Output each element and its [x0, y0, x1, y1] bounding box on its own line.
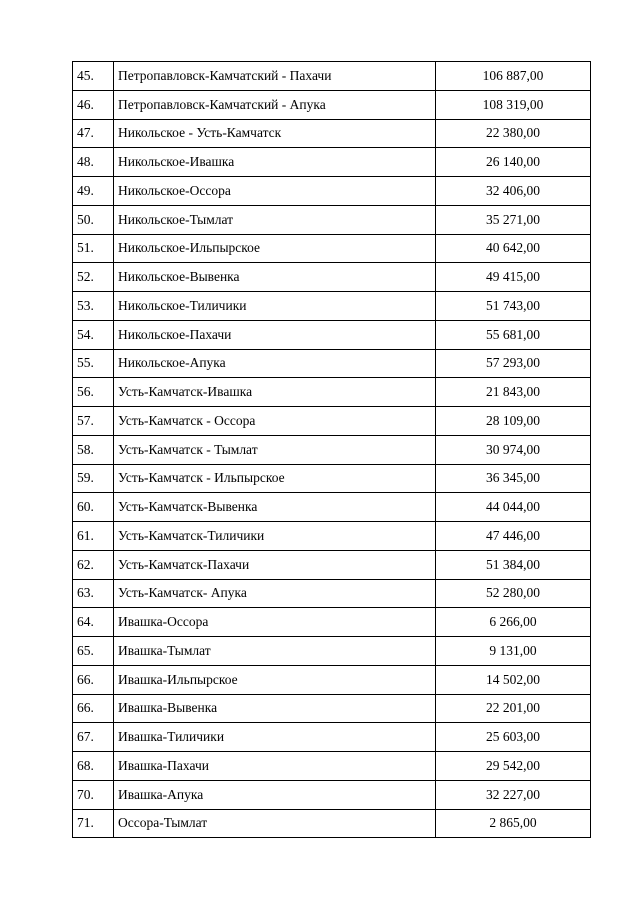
route-cell: Ивашка-Тиличики [114, 723, 436, 752]
route-cell: Усть-Камчатск-Вывенка [114, 493, 436, 522]
table-row [73, 234, 591, 263]
fare-table [72, 61, 591, 838]
table-row [73, 292, 591, 321]
table-row [73, 522, 591, 551]
price-cell: 40 642,00 [436, 234, 591, 263]
row-number-cell: 70. [73, 780, 114, 809]
price-cell: 49 415,00 [436, 263, 591, 292]
price-cell: 51 743,00 [436, 292, 591, 321]
row-number-cell: 48. [73, 148, 114, 177]
route-cell: Никольское-Ильпырское [114, 234, 436, 263]
price-cell: 44 044,00 [436, 493, 591, 522]
row-number-cell: 56. [73, 378, 114, 407]
table-row [73, 407, 591, 436]
row-number-cell: 59. [73, 464, 114, 493]
price-cell: 9 131,00 [436, 637, 591, 666]
price-cell: 32 227,00 [436, 780, 591, 809]
price-cell: 6 266,00 [436, 608, 591, 637]
route-cell: Никольское-Тымлат [114, 205, 436, 234]
table-row [73, 349, 591, 378]
route-cell: Усть-Камчатск-Тиличики [114, 522, 436, 551]
route-cell: Усть-Камчатск - Оссора [114, 407, 436, 436]
price-cell: 21 843,00 [436, 378, 591, 407]
table-row [73, 90, 591, 119]
price-cell: 22 201,00 [436, 694, 591, 723]
table-row [73, 752, 591, 781]
price-cell: 29 542,00 [436, 752, 591, 781]
price-cell: 26 140,00 [436, 148, 591, 177]
row-number-cell: 46. [73, 90, 114, 119]
route-cell: Усть-Камчатск-Ивашка [114, 378, 436, 407]
price-cell: 55 681,00 [436, 320, 591, 349]
route-cell: Ивашка-Ильпырское [114, 665, 436, 694]
route-cell: Никольское-Вывенка [114, 263, 436, 292]
table-row [73, 263, 591, 292]
row-number-cell: 47. [73, 119, 114, 148]
price-cell: 32 406,00 [436, 177, 591, 206]
table-row [73, 665, 591, 694]
route-cell: Ивашка-Апука [114, 780, 436, 809]
route-cell: Ивашка-Вывенка [114, 694, 436, 723]
route-cell: Усть-Камчатск- Апука [114, 579, 436, 608]
price-cell: 35 271,00 [436, 205, 591, 234]
row-number-cell: 53. [73, 292, 114, 321]
table-row [73, 205, 591, 234]
row-number-cell: 62. [73, 550, 114, 579]
table-row [73, 177, 591, 206]
row-number-cell: 63. [73, 579, 114, 608]
row-number-cell: 65. [73, 637, 114, 666]
route-cell: Никольское - Усть-Камчатск [114, 119, 436, 148]
price-cell: 2 865,00 [436, 809, 591, 838]
row-number-cell: 67. [73, 723, 114, 752]
row-number-cell: 57. [73, 407, 114, 436]
price-cell: 47 446,00 [436, 522, 591, 551]
row-number-cell: 54. [73, 320, 114, 349]
route-cell: Ивашка-Тымлат [114, 637, 436, 666]
route-cell: Никольское-Оссора [114, 177, 436, 206]
price-cell: 57 293,00 [436, 349, 591, 378]
price-cell: 14 502,00 [436, 665, 591, 694]
row-number-cell: 68. [73, 752, 114, 781]
table-row [73, 608, 591, 637]
route-cell: Петропавловск-Камчатский - Пахачи [114, 62, 436, 91]
table-row [73, 119, 591, 148]
row-number-cell: 66. [73, 694, 114, 723]
row-number-cell: 50. [73, 205, 114, 234]
price-cell: 30 974,00 [436, 435, 591, 464]
table-row [73, 378, 591, 407]
price-cell: 51 384,00 [436, 550, 591, 579]
route-cell: Оссора-Тымлат [114, 809, 436, 838]
row-number-cell: 55. [73, 349, 114, 378]
row-number-cell: 66. [73, 665, 114, 694]
table-row [73, 550, 591, 579]
route-cell: Усть-Камчатск-Пахачи [114, 550, 436, 579]
table-row [73, 579, 591, 608]
route-cell: Никольское-Тиличики [114, 292, 436, 321]
route-cell: Петропавловск-Камчатский - Апука [114, 90, 436, 119]
route-cell: Ивашка-Оссора [114, 608, 436, 637]
price-cell: 28 109,00 [436, 407, 591, 436]
price-cell: 108 319,00 [436, 90, 591, 119]
row-number-cell: 49. [73, 177, 114, 206]
fare-table-body [73, 62, 591, 838]
table-row [73, 809, 591, 838]
row-number-cell: 64. [73, 608, 114, 637]
row-number-cell: 58. [73, 435, 114, 464]
row-number-cell: 71. [73, 809, 114, 838]
table-row [73, 723, 591, 752]
table-row [73, 148, 591, 177]
row-number-cell: 51. [73, 234, 114, 263]
table-row [73, 493, 591, 522]
row-number-cell: 61. [73, 522, 114, 551]
route-cell: Усть-Камчатск - Ильпырское [114, 464, 436, 493]
row-number-cell: 52. [73, 263, 114, 292]
price-cell: 52 280,00 [436, 579, 591, 608]
route-cell: Никольское-Апука [114, 349, 436, 378]
price-cell: 36 345,00 [436, 464, 591, 493]
route-cell: Никольское-Ивашка [114, 148, 436, 177]
table-row [73, 637, 591, 666]
price-cell: 22 380,00 [436, 119, 591, 148]
route-cell: Ивашка-Пахачи [114, 752, 436, 781]
table-row [73, 320, 591, 349]
route-cell: Никольское-Пахачи [114, 320, 436, 349]
table-row [73, 435, 591, 464]
price-cell: 25 603,00 [436, 723, 591, 752]
table-row [73, 780, 591, 809]
row-number-cell: 60. [73, 493, 114, 522]
table-row [73, 62, 591, 91]
price-cell: 106 887,00 [436, 62, 591, 91]
table-row [73, 464, 591, 493]
table-row [73, 694, 591, 723]
route-cell: Усть-Камчатск - Тымлат [114, 435, 436, 464]
row-number-cell: 45. [73, 62, 114, 91]
